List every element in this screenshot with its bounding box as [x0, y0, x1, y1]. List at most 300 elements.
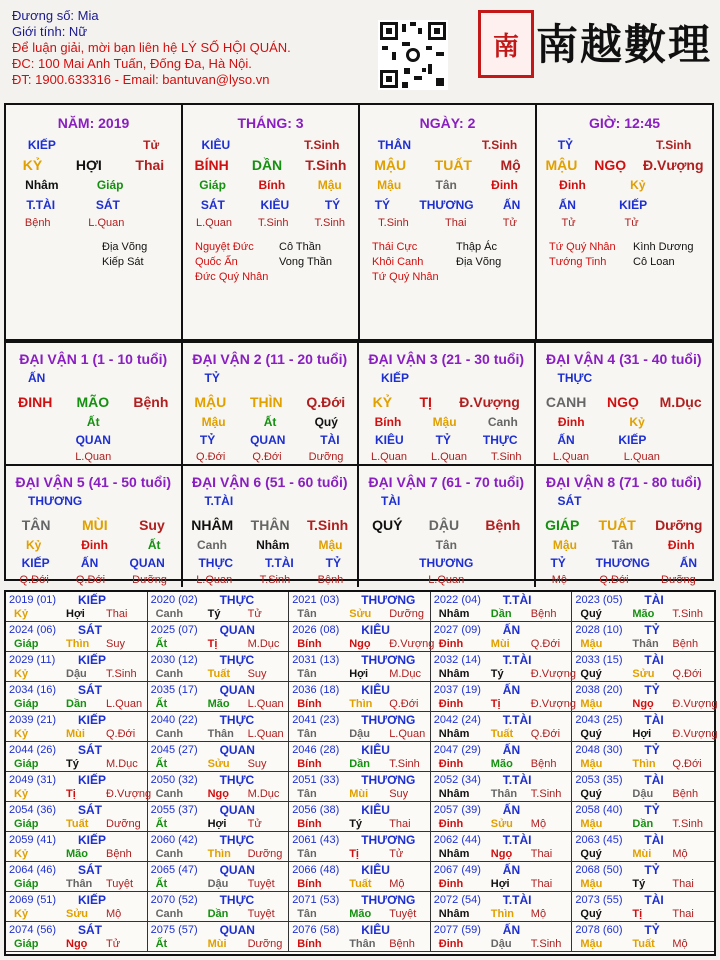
pillar-can-chi-row — [183, 155, 358, 175]
annual-can: Ất — [155, 638, 168, 650]
dai-van-hgod: QUAN — [250, 433, 286, 447]
annual-year: 2041 (23) — [292, 714, 340, 726]
dai-van-hidden-can: Đinh — [81, 538, 108, 552]
dai-van-5 — [6, 464, 183, 587]
annual-cell — [148, 832, 290, 862]
pillar-god: T.Sinh — [481, 138, 518, 152]
annual-cell — [6, 862, 148, 892]
annual-god: KIẾP — [78, 773, 107, 787]
star-name: Vong Thần — [279, 256, 333, 268]
annual-year: 2051 (33) — [292, 774, 340, 786]
annual-year: 2029 (11) — [9, 654, 56, 666]
dai-van-hidden-can: Đinh — [557, 415, 585, 429]
star-name: Đức Quý Nhân — [195, 271, 269, 283]
dai-van-8 — [536, 464, 713, 587]
annual-god: KIÊU — [361, 743, 390, 757]
dai-van-hgod: QUAN — [129, 556, 165, 570]
annual-can: Nhâm — [438, 608, 470, 620]
star-name: Tứ Quý Nhân — [549, 241, 616, 253]
annual-god: THỰC — [219, 833, 255, 847]
pillar-stage: Tử — [624, 216, 639, 229]
annual-can: Mậu — [580, 818, 603, 830]
star-row — [18, 240, 181, 255]
pillar-can-chi: Thai — [135, 157, 165, 173]
dai-van-hgod: KIẾP — [618, 433, 647, 447]
pillar-stage: Tử — [561, 216, 576, 229]
dai-van-stage-label: Q.Đới — [19, 573, 49, 586]
annual-chi: Sửu — [207, 758, 230, 770]
annual-year: 2044 (26) — [9, 744, 57, 756]
dai-van-pillar: NGỌ — [607, 394, 639, 410]
annual-stage: T.Sinh — [530, 938, 562, 950]
pillar-can-chi: KỶ — [22, 157, 43, 173]
annual-god: T.TÀI — [502, 773, 532, 787]
annual-chi: Mùi — [349, 788, 369, 800]
dai-van-hidden-can: Ất — [263, 415, 277, 429]
annual-cell — [6, 682, 148, 712]
annual-god: THỰC — [219, 773, 255, 787]
annual-stage: Dưỡng — [106, 818, 141, 830]
dai-van-god: T.TÀI — [204, 494, 234, 508]
annual-stage: Tuyệt — [247, 908, 275, 920]
dai-van-stage — [6, 572, 181, 587]
pillar-stage-row — [360, 215, 535, 230]
annual-chi: Tị — [207, 638, 218, 650]
annual-year: 2024 (06) — [9, 624, 57, 636]
annual-stage: T.Sinh — [389, 758, 420, 770]
annual-god: TỶ — [644, 743, 660, 757]
pillar-stage: T.Sinh — [257, 216, 289, 229]
annual-can: Tân — [297, 848, 317, 860]
dai-van-1 — [6, 341, 183, 464]
annual-chi: Thìn — [632, 758, 656, 770]
annual-can: Đinh — [438, 638, 464, 650]
dai-van-pillar: MÙI — [81, 517, 108, 533]
annual-can: Đinh — [438, 818, 464, 830]
dai-van-6 — [183, 464, 360, 587]
annual-year: 2028 (10) — [575, 624, 623, 636]
dai-van-hidden — [183, 413, 358, 431]
dai-van-hidden-god — [536, 431, 713, 449]
pillar-hidden-can: Nhâm — [25, 178, 59, 192]
annual-can: Ất — [155, 698, 168, 710]
annual-cell — [572, 832, 714, 862]
pillar-stage-row — [183, 215, 358, 230]
dai-van-stage-label: Q.Đới — [599, 573, 629, 586]
annual-cell — [572, 922, 714, 952]
annual-god: QUAN — [219, 923, 255, 937]
pillar-can-chi: Mộ — [500, 157, 521, 173]
annual-god: ẤN — [502, 683, 521, 697]
annual-god: T.TÀI — [502, 713, 532, 727]
annual-cell — [572, 652, 714, 682]
annual-god: QUAN — [219, 683, 255, 697]
annual-can: Quý — [580, 608, 602, 620]
annual-god: QUAN — [219, 743, 255, 757]
dai-van-stage-label: Mộ — [551, 573, 567, 586]
star-name: Địa Võng — [456, 256, 502, 268]
pillar-can-chi: Đ.Vượng — [643, 157, 704, 173]
annual-year: 2076 (58) — [292, 924, 340, 936]
annual-stage: Suy — [106, 638, 125, 650]
annual-stage: Mộ — [672, 938, 688, 950]
pillar-stars — [537, 240, 712, 270]
annual-year: 2039 (21) — [9, 714, 57, 726]
annual-stage: Mộ — [672, 848, 688, 860]
pillar-stage: L.Quan — [88, 216, 125, 229]
annual-cell — [289, 832, 431, 862]
annual-stage: Mộ — [530, 908, 547, 920]
pillar-title: GIỜ: 12:45 — [588, 115, 661, 131]
annual-year: 2077 (59) — [433, 924, 481, 936]
pillar-hidden-god-row — [360, 195, 535, 215]
annual-cell — [289, 772, 431, 802]
annual-cell — [572, 742, 714, 772]
annual-god: T.TÀI — [502, 833, 532, 847]
annual-stage: Thai — [672, 908, 694, 920]
dai-van-hidden-can: Đinh — [667, 538, 695, 552]
annual-can: Canh — [155, 668, 184, 680]
dai-van-pillar: TUẤT — [598, 517, 636, 533]
annual-cell — [148, 892, 290, 922]
star-name — [18, 240, 96, 255]
star-name — [456, 270, 534, 285]
annual-cell — [572, 712, 718, 742]
pillar-hidden-god: SÁT — [95, 198, 120, 212]
dai-van-7 — [359, 464, 536, 587]
annual-chi: Mão — [490, 758, 513, 770]
annual-stage: Q.Đới — [530, 728, 561, 740]
annual-stage: Thai — [530, 878, 553, 890]
annual-year: 2059 (41) — [9, 834, 57, 846]
annual-chi: Hợi — [632, 728, 652, 740]
dai-van-title: ĐẠI VẬN 4 (31 - 40 tuổi) — [545, 351, 702, 367]
dai-van-can-chi — [536, 391, 713, 413]
star-name: Địa Võng — [102, 241, 148, 253]
annual-can: Ất — [155, 878, 168, 890]
dai-van-title: ĐẠI VẬN 5 (41 - 50 tuổi) — [15, 474, 172, 490]
dai-van-title: ĐẠI VẬN 6 (51 - 60 tuổi) — [191, 474, 348, 490]
star-row — [372, 255, 535, 270]
pillar-hidden-god: KIẾP — [619, 198, 648, 212]
annual-can: Đinh — [438, 938, 464, 950]
pillar-hidden-can: Mậu — [377, 178, 402, 192]
dai-van-stage-label: Q.Đới — [252, 450, 282, 463]
annual-year: 2042 (24) — [433, 714, 481, 726]
dai-van-stage-label: Q.Đới — [196, 450, 226, 463]
annual-god: T.TÀI — [502, 893, 532, 907]
annual-chi: Dần — [349, 758, 370, 770]
pillar-hidden-can: Bính — [258, 178, 286, 192]
annual-cell — [431, 772, 573, 802]
dai-van-stage-label: L.Quan — [196, 573, 233, 586]
pillar-hidden-can: Giáp — [96, 178, 124, 192]
annual-year: 2058 (40) — [575, 804, 623, 816]
annual-chi: Thân — [207, 728, 234, 740]
annual-year: 2045 (27) — [150, 744, 198, 756]
pillar-god: KIẾP — [27, 138, 56, 152]
dai-van-hgod: TỶ — [550, 556, 566, 570]
annual-stage: Thai — [530, 848, 553, 860]
pillar-3 — [360, 105, 537, 339]
annual-stage: Bệnh — [672, 788, 699, 800]
dai-van-god: KIẾP — [381, 371, 410, 385]
annual-god: SÁT — [78, 863, 102, 877]
dai-van-pillar: Suy — [139, 517, 165, 533]
star-name: Cô Loan — [633, 256, 675, 268]
annual-stage: Đ.Vượng — [389, 638, 435, 650]
contact-phone-email: ĐT: 1900.633316 - Email: bantuvan@lyso.vn — [12, 72, 270, 87]
annual-cell — [148, 802, 290, 832]
annual-can: Quý — [580, 668, 602, 680]
pillar-hidden-can: Tân — [435, 178, 457, 192]
pillar-hidden-god: T.TÀI — [26, 198, 56, 212]
annual-cell — [289, 712, 431, 742]
annual-stage: Đ.Vượng — [672, 728, 718, 740]
annual-year: 2037 (19) — [433, 684, 481, 696]
annual-god: KIẾP — [78, 713, 107, 727]
annual-year: 2075 (57) — [150, 924, 198, 936]
pillar-hidden-god-row — [537, 195, 712, 215]
annual-cell — [572, 622, 714, 652]
dai-van-stage — [536, 572, 713, 587]
annual-cell — [431, 592, 573, 622]
annual-year: 2019 (01) — [9, 594, 57, 606]
annual-can: Quý — [580, 728, 602, 740]
annual-year: 2034 (16) — [9, 684, 57, 696]
annual-chi: Dậu — [349, 728, 370, 740]
annual-year: 2078 (60) — [575, 924, 623, 936]
annual-chi: Tý — [632, 878, 646, 890]
annual-stage: Q.Đới — [389, 698, 419, 710]
annual-god: THƯƠNG — [361, 713, 416, 727]
pillar-stage-row — [537, 215, 712, 230]
annual-year: 2057 (39) — [433, 804, 481, 816]
annual-chi: Mùi — [207, 938, 227, 950]
annual-cell — [6, 742, 148, 772]
pillar-stage: T.Sinh — [378, 216, 409, 229]
annual-stage: Dưỡng — [389, 608, 424, 620]
annual-chi: Dậu — [66, 668, 87, 680]
annual-chi: Sửu — [632, 668, 655, 680]
annual-year: 2070 (52) — [150, 894, 198, 906]
annual-cell — [148, 682, 290, 712]
dai-van-hidden-god — [536, 554, 713, 572]
annual-cell — [6, 712, 148, 742]
annual-chi: Hợi — [66, 608, 85, 620]
dai-van-god: ẤN — [28, 371, 46, 385]
annual-chi: Dần — [66, 698, 87, 710]
annual-can: Mậu — [580, 638, 603, 650]
annual-can: Mậu — [580, 938, 603, 950]
annual-god: KIẾP — [78, 833, 107, 847]
annual-year: 2071 (53) — [292, 894, 340, 906]
dai-van-can-chi — [6, 514, 181, 536]
dai-van-hidden-can: Canh — [197, 538, 228, 552]
annual-chi: Thìn — [349, 698, 373, 710]
annual-can: Tân — [297, 908, 317, 920]
annual-god: SÁT — [78, 803, 102, 817]
dai-van-pillar: Q.Đới — [306, 394, 346, 410]
annual-stage: Bệnh — [389, 938, 415, 950]
dai-van-title: ĐẠI VẬN 3 (21 - 30 tuổi) — [368, 351, 525, 367]
annual-chi: Thân — [632, 638, 659, 650]
annual-can: Bính — [297, 698, 322, 710]
annual-stage: M.Dục — [247, 788, 280, 800]
pillar-hidden-can: Đinh — [491, 178, 518, 192]
dai-van-stage-label: L.Quan — [370, 450, 408, 463]
annual-chi: Mùi — [66, 728, 85, 740]
dai-van-stage-label: L.Quan — [552, 450, 589, 463]
dai-van-stage — [359, 572, 534, 587]
pillar-hidden-god-row — [183, 195, 358, 215]
annual-year: 2048 (30) — [575, 744, 623, 756]
dai-van-pillar: Đ.Vượng — [459, 394, 520, 410]
pillar-title: NGÀY: 2 — [419, 115, 476, 131]
annual-chi: Thìn — [66, 638, 90, 650]
annual-year: 2052 (34) — [433, 774, 481, 786]
annual-year: 2055 (37) — [150, 804, 198, 816]
annual-stage: Thai — [106, 608, 128, 620]
annual-chi: Dậu — [490, 938, 512, 950]
annual-god: SÁT — [78, 743, 102, 757]
pillar-title: THÁNG: 3 — [237, 115, 304, 131]
dai-van-grid — [4, 341, 714, 586]
dai-van-hidden-can: Ất — [147, 538, 161, 552]
annual-year: 2069 (51) — [9, 894, 57, 906]
dai-van-hgod: T.TÀI — [265, 556, 294, 570]
annual-chi: Dần — [490, 608, 512, 620]
annual-chi: Tuất — [207, 668, 230, 680]
annual-year: 2062 (44) — [433, 834, 481, 846]
dai-van-title: ĐẠI VẬN 8 (71 - 80 tuổi) — [545, 474, 702, 490]
seal-text: 南 — [492, 31, 519, 62]
dai-van-god: SÁT — [557, 494, 582, 508]
dai-van-hidden-god — [183, 431, 358, 449]
dai-van-can-chi — [183, 391, 358, 413]
star-name: Nguyệt Đức — [195, 241, 254, 253]
annual-can: Nhâm — [438, 728, 470, 740]
annual-cell — [6, 772, 152, 802]
annual-stage: Q.Đới — [672, 668, 702, 680]
annual-chi: Thân — [490, 788, 518, 800]
pillar-hidden-god: ẤN — [558, 198, 576, 212]
annual-god: THỰC — [219, 593, 255, 607]
dai-van-hidden — [536, 413, 713, 431]
annual-year: 2049 (31) — [9, 774, 57, 786]
annual-stage: L.Quan — [247, 698, 284, 710]
annual-god: TÀI — [644, 593, 664, 607]
dai-van-title: ĐẠI VẬN 1 (1 - 10 tuổi) — [19, 351, 168, 367]
header-info — [12, 8, 291, 88]
annual-can: Canh — [155, 788, 184, 800]
dai-van-hgod: TÀI — [320, 433, 340, 447]
annual-god: TỶ — [644, 923, 660, 937]
pillar-god: KIÊU — [201, 138, 231, 152]
dai-van-hgod: ẤN — [80, 556, 99, 570]
annual-chi: Tý — [490, 668, 504, 680]
annual-stage: Suy — [247, 668, 267, 680]
pillar-1 — [6, 105, 183, 339]
annual-god: TỶ — [644, 623, 660, 637]
annual-year: 2056 (38) — [292, 804, 340, 816]
pillar-god: THÂN — [377, 138, 412, 152]
pillar-hidden-row — [360, 175, 535, 195]
annual-can: Giáp — [14, 638, 39, 650]
pillar-hidden-can: Đinh — [559, 178, 586, 192]
annual-god: TÀI — [644, 893, 664, 907]
pillar-hidden-god: ẤN — [502, 198, 521, 212]
dai-van-hidden-god — [6, 554, 181, 572]
annual-can: Đinh — [438, 758, 464, 770]
annual-god: THƯƠNG — [361, 833, 416, 847]
dai-van-hgod: THỰC — [198, 556, 234, 570]
dai-van-hidden-god — [183, 554, 358, 572]
pillar-hidden-row — [6, 175, 181, 195]
dai-van-pillar: THÂN — [250, 517, 290, 533]
pillar-god-row — [6, 135, 181, 155]
annual-god: THỰC — [219, 893, 255, 907]
annual-stage: Q.Đới — [672, 758, 702, 770]
annual-cell — [431, 742, 573, 772]
pillar-stage-row — [6, 215, 181, 230]
annual-stage: Mộ — [530, 818, 547, 830]
pillar-can-chi: NGỌ — [594, 157, 627, 173]
annual-can: Canh — [155, 608, 184, 620]
dai-van-stage-label: Dưỡng — [308, 450, 344, 463]
dai-van-can-chi — [359, 391, 534, 413]
annual-cell — [289, 922, 431, 952]
dai-van-stage — [183, 449, 358, 464]
annual-year: 2074 (56) — [9, 924, 57, 936]
pillar-can-chi-row — [360, 155, 535, 175]
dai-van-hgod: QUAN — [75, 433, 111, 447]
pillar-can-chi: HỢI — [75, 157, 102, 173]
annual-cell — [148, 862, 290, 892]
annual-can: Ất — [155, 938, 168, 950]
annual-cell — [6, 922, 148, 952]
dai-van-hidden-can: Ất — [86, 415, 100, 429]
annual-can: Canh — [155, 848, 184, 860]
pillar-can-chi: DẦN — [251, 157, 283, 173]
annual-cell — [289, 862, 431, 892]
dai-van-hidden — [6, 413, 181, 431]
annual-year: 2030 (12) — [150, 654, 198, 666]
annual-year: 2066 (48) — [292, 864, 340, 876]
dai-van-pillar: TỊ — [419, 394, 432, 410]
annual-can: Đinh — [438, 878, 464, 890]
pillar-stars — [6, 240, 181, 270]
annual-can: Canh — [155, 908, 184, 920]
annual-cell — [148, 622, 290, 652]
annual-year: 2038 (20) — [575, 684, 623, 696]
annual-chi: Sửu — [349, 608, 372, 620]
annual-stage: Tử — [247, 818, 262, 830]
annual-cell — [431, 652, 576, 682]
dai-van-hgod: ẤN — [679, 556, 698, 570]
annual-can: Tân — [297, 608, 317, 620]
annual-god: QUAN — [219, 803, 255, 817]
pillar-can-chi-row — [6, 155, 181, 175]
pillar-can-chi: T.Sinh — [305, 157, 347, 173]
annual-year: 2046 (28) — [292, 744, 340, 756]
star-name — [279, 270, 357, 285]
star-row — [372, 270, 535, 285]
annual-chi: Thân — [66, 878, 93, 890]
annual-chi: Mùi — [632, 848, 652, 860]
annual-chi: Mão — [349, 908, 372, 920]
annual-god: TỶ — [644, 683, 660, 697]
